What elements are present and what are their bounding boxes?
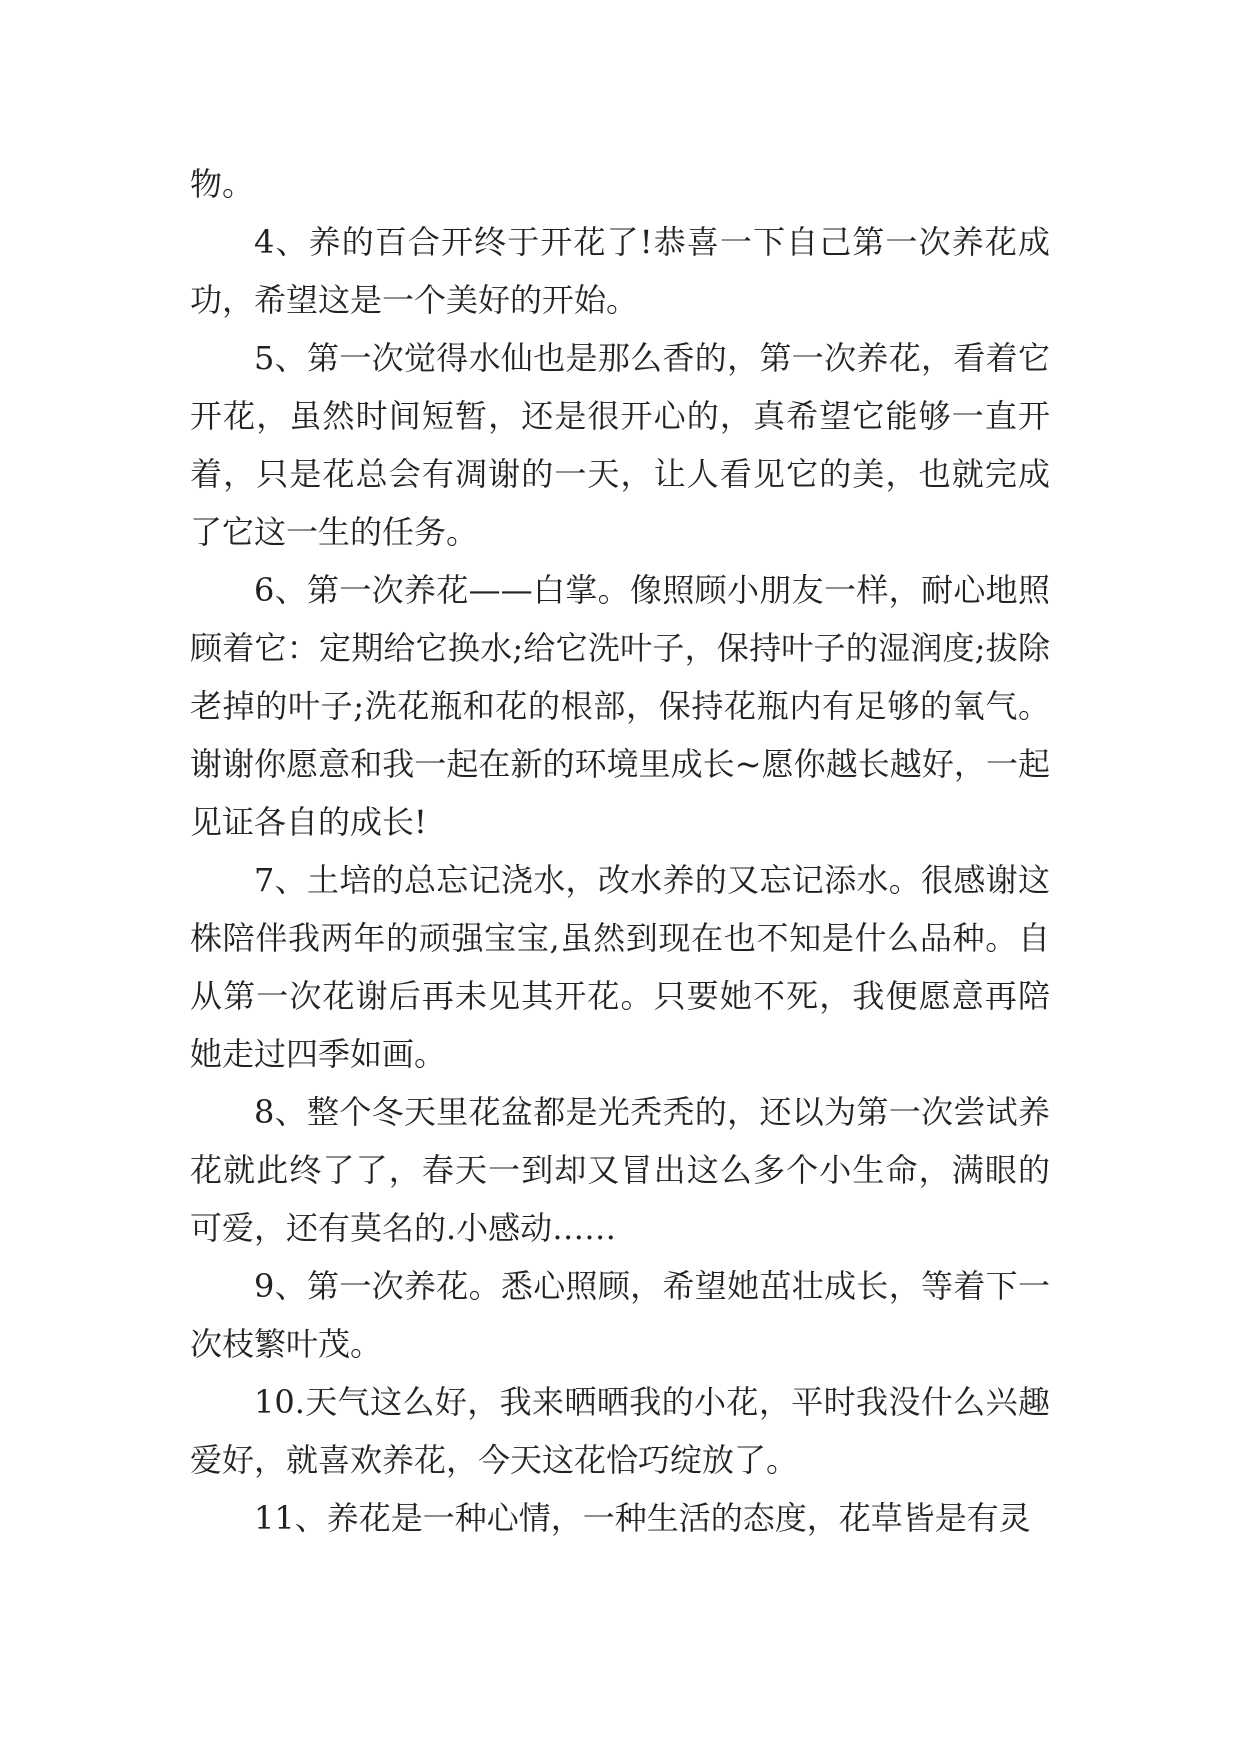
paragraph-item-9: 9、第一次养花。悉心照顾，希望她茁壮成长，等着下一次枝繁叶茂。 bbox=[190, 1267, 1050, 1363]
paragraph-item-5: 5、第一次觉得水仙也是那么香的，第一次养花，看着它开花，虽然时间短暂，还是很开心的，真希望它能够一直开着，只是花总会有凋谢的一天，让人看见它的美，也就完成了它这一生的任务。 bbox=[190, 339, 1050, 551]
paragraph-item-4: 4、养的百合开终于开花了!恭喜一下自己第一次养花成功，希望这是一个美好的开始。 bbox=[190, 223, 1050, 319]
paragraph-item-8: 8、整个冬天里花盆都是光秃秃的，还以为第一次尝试养花就此终了了，春天一到却又冒出这么多个小生命，满眼的可爱，还有莫名的.小感动…… bbox=[190, 1093, 1050, 1247]
paragraph-continuation: 物。 bbox=[190, 165, 255, 203]
paragraph-item-10: 10.天气这么好，我来晒晒我的小花，平时我没什么兴趣爱好，就喜欢养花，今天这花恰巧绽放了。 bbox=[190, 1383, 1050, 1479]
paragraph-item-7: 7、土培的总忘记浇水，改水养的又忘记添水。很感谢这株陪伴我两年的顽强宝宝,虽然到现在也不知是什么品种。自从第一次花谢后再未见其开花。只要她不死，我便愿意再陪她走过四季如画。 bbox=[190, 861, 1050, 1073]
document-page bbox=[190, 155, 1050, 1547]
paragraph-item-11: 11、养花是一种心情，一种生活的态度，花草皆是有灵 bbox=[254, 1499, 1031, 1537]
paragraph-item-6: 6、第一次养花——白掌。像照顾小朋友一样，耐心地照顾着它：定期给它换水;给它洗叶子，保持叶子的湿润度;拔除老掉的叶子;洗花瓶和花的根部，保持花瓶内有足够的氧气。谢谢你愿意和我一起在新的环境里成长~愿你越长越好，一起见证各自的成长! bbox=[190, 571, 1050, 841]
